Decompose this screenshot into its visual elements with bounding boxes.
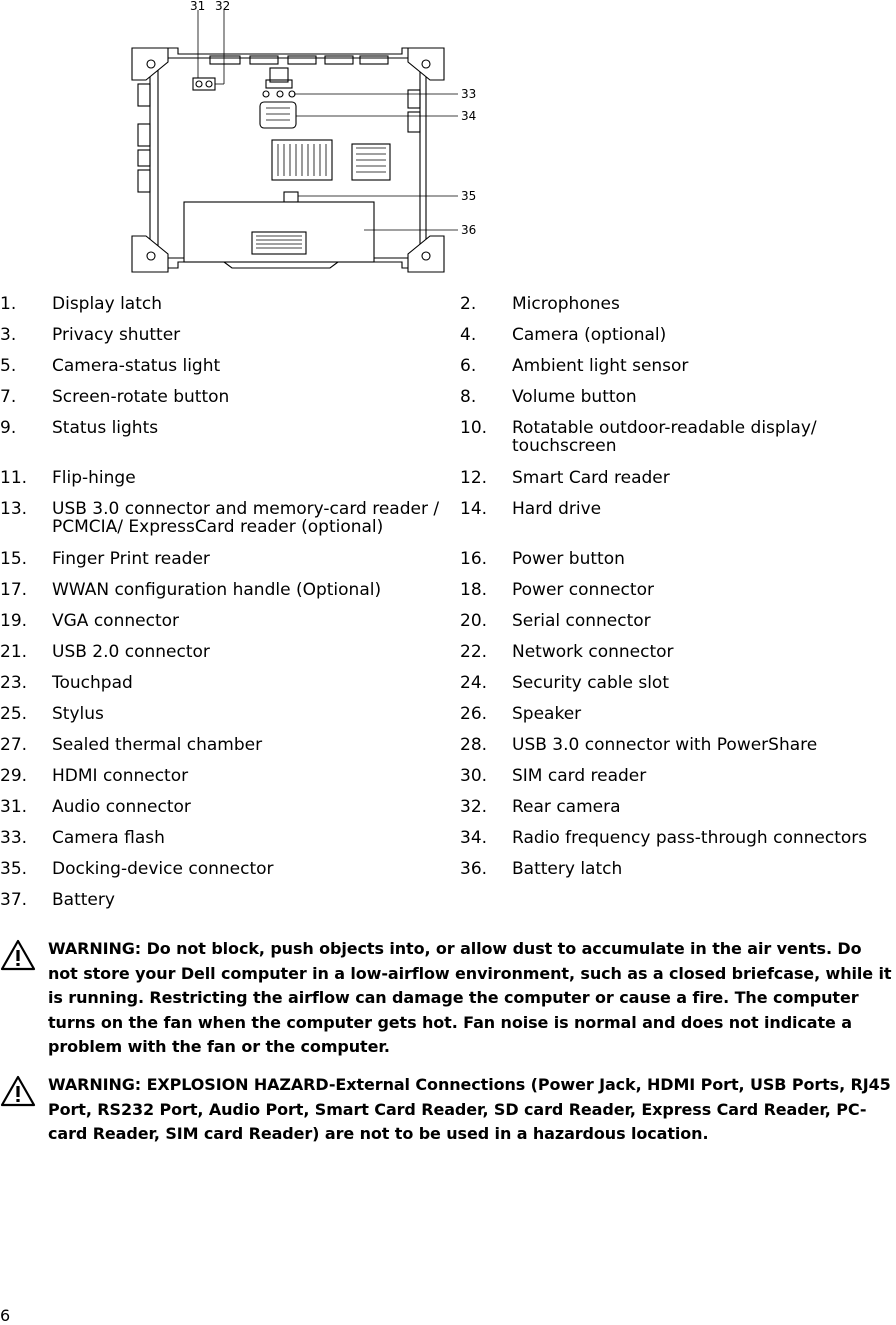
callout-33: 33 [461,87,477,101]
item-number: 12. [460,468,488,488]
item-number: 4. [460,325,477,345]
item-number: 5. [0,356,17,376]
item-number: 23. [0,673,28,693]
warning-triangle-icon [0,1073,48,1147]
item-number: 20. [460,611,488,631]
table-row [0,464,896,495]
list-item [460,464,896,495]
table-row [0,383,896,414]
item-label: Stylus [52,704,104,724]
item-label: Status lights [52,418,159,438]
item-label: Camera (optional) [512,325,667,345]
list-item [0,700,460,731]
item-number: 22. [460,642,488,662]
item-number: 26. [460,704,488,724]
list-item [460,762,896,793]
item-number: 37. [0,890,28,910]
item-label: VGA connector [52,611,179,631]
item-label: Camera flash [52,828,165,848]
list-item [0,793,460,824]
item-label: Finger Print reader [52,549,210,569]
item-number: 13. [0,499,28,519]
item-label: Security cable slot [512,673,670,693]
callout-34: 34 [461,109,477,123]
table-row [0,793,896,824]
item-label: Camera-status light [52,356,221,376]
item-label: Screen-rotate button [52,387,230,407]
list-item [0,545,460,576]
item-label: HDMI connector [52,766,189,786]
item-label: Radio frequency pass-through connectors [512,828,868,848]
item-label: Speaker [512,704,582,724]
list-item [0,352,460,383]
list-item [0,414,460,464]
table-row [0,638,896,669]
item-label: Microphones [512,294,620,314]
list-item [460,414,896,464]
item-number: 2. [460,294,477,314]
item-number: 24. [460,673,488,693]
item-number: 33. [0,828,28,848]
item-label: Power connector [512,580,654,600]
list-item [0,607,460,638]
item-number: 1. [0,294,17,314]
page-number: 6 [0,1306,11,1325]
table-row [0,824,896,855]
table-row [0,762,896,793]
table-row [0,414,896,464]
list-item [0,290,460,321]
item-label: SIM card reader [512,766,647,786]
components-table [0,290,896,917]
item-number: 35. [0,859,28,879]
item-number: 19. [0,611,28,631]
item-label: Volume button [512,387,637,407]
item-label: Docking-device connector [52,859,274,879]
list-item [0,669,460,700]
list-item [460,669,896,700]
item-number: 29. [0,766,28,786]
warning-text: WARNING: EXPLOSION HAZARD-External Connections (Power Jack, HDMI Port, USB Ports, RJ45 Port, RS232 Port, Audio Port, Smart Card Reader, SD card Reader, Express Card Reader, PC-card Reader, SIM card Reader) are not to be used in a hazardous location. [48,1075,891,1143]
item-number: 32. [460,797,488,817]
item-number: 14. [460,499,488,519]
item-label: USB 3.0 connector with PowerShare [512,735,818,755]
list-item [0,383,460,414]
list-item [460,383,896,414]
item-label: Privacy shutter [52,325,181,345]
table-row [0,669,896,700]
callout-35: 35 [461,189,477,203]
callout-31: 31 [190,0,206,13]
item-label: Rotatable outdoor-readable display/ touchscreen [512,418,817,456]
list-item [0,886,460,917]
warning-triangle-icon [0,937,48,1060]
item-label: Touchpad [52,673,133,693]
item-label: Serial connector [512,611,651,631]
list-item [460,607,896,638]
item-number: 18. [460,580,488,600]
item-number: 31. [0,797,28,817]
table-row [0,495,896,545]
item-label: Hard drive [512,499,602,519]
tablet-rear-illustration [120,0,500,280]
item-label: Power button [512,549,625,569]
item-label: Smart Card reader [512,468,670,488]
table-row [0,321,896,352]
table-row [0,607,896,638]
list-item [0,638,460,669]
table-row [0,352,896,383]
item-number: 30. [460,766,488,786]
table-row [0,576,896,607]
item-number: 6. [460,356,477,376]
item-number: 21. [0,642,28,662]
warning-text: WARNING: Do not block, push objects into, or allow dust to accumulate in the air vents. Do not store your Dell computer in a low-airflow environment, such as a closed briefcase, while it is running. Restricting the airflow can damage the computer or cause a fire. The computer turns on the fan when the computer gets hot. Fan noise is normal and does not indicate a problem with the fan or the computer. [48,939,892,1056]
item-number: 17. [0,580,28,600]
item-label: USB 2.0 connector [52,642,210,662]
list-item [0,855,460,886]
list-item [460,576,896,607]
warning-airflow [0,937,896,1060]
warning-explosion-hazard [0,1073,896,1147]
table-row [0,886,896,917]
table-row [0,731,896,762]
item-number: 9. [0,418,17,438]
item-label: Ambient light sensor [512,356,689,376]
callout-32: 32 [215,0,231,13]
table-row [0,700,896,731]
list-item [460,352,896,383]
list-item [460,545,896,576]
list-item [0,731,460,762]
item-number: 36. [460,859,488,879]
item-number: 25. [0,704,28,724]
item-label: USB 3.0 connector and memory-card reader / PCMCIA/ ExpressCard reader (optional) [52,499,440,537]
list-item [460,731,896,762]
list-item [0,321,460,352]
item-number: 8. [460,387,477,407]
item-number: 3. [0,325,17,345]
list-item [460,700,896,731]
list-item [0,495,460,545]
item-number: 27. [0,735,28,755]
list-item [460,824,896,855]
list-item [460,793,896,824]
list-item [0,464,460,495]
callout-36: 36 [461,223,477,237]
list-item [460,855,896,886]
list-item [460,638,896,669]
item-label: Network connector [512,642,674,662]
list-item [0,762,460,793]
item-number: 15. [0,549,28,569]
item-number: 10. [460,418,488,438]
table-row [0,545,896,576]
item-number: 16. [460,549,488,569]
item-label: Audio connector [52,797,191,817]
item-number: 34. [460,828,488,848]
item-label: Battery latch [512,859,623,879]
table-row [0,290,896,321]
item-label: Flip-hinge [52,468,136,488]
item-label: Rear camera [512,797,621,817]
item-label: WWAN configuration handle (Optional) [52,580,382,600]
item-label: Battery [52,890,115,910]
list-item [460,290,896,321]
list-item [0,824,460,855]
item-number: 11. [0,468,28,488]
item-number: 28. [460,735,488,755]
table-row [0,855,896,886]
tablet-rear-diagram [120,0,500,280]
item-label: Sealed thermal chamber [52,735,263,755]
list-item [460,495,896,545]
list-item [460,321,896,352]
item-label: Display latch [52,294,162,314]
list-item [0,576,460,607]
item-number: 7. [0,387,17,407]
